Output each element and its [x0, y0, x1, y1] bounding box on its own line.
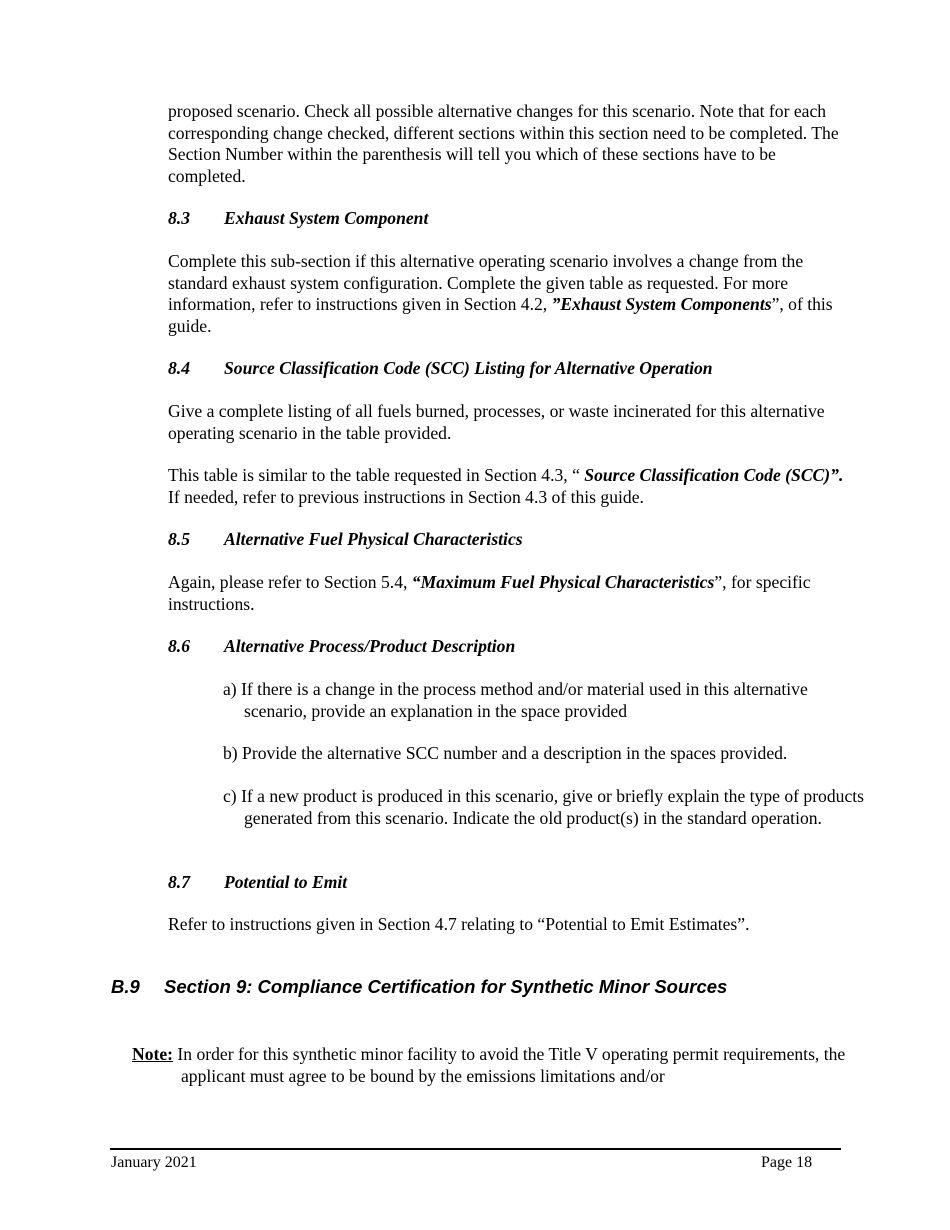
section-8-7-number: 8.7 — [168, 872, 190, 892]
section-8-3-title: Exhaust System Component — [224, 208, 429, 228]
section-8-6-item-c: c) If a new product is produced in this scenario, give or briefly explain the type of products generated from this scenario. Indicate the old product(s) in the standard operation. — [223, 786, 864, 828]
section-8-4-body-2-text: This table is similar to the table requested in Section 4.3, “ — [168, 465, 585, 485]
section-8-5-title: Alternative Fuel Physical Characteristics — [224, 529, 523, 549]
note-label: Note: — [132, 1044, 174, 1064]
section-8-4-body-2-end: If needed, refer to previous instructions in Section 4.3 of this guide. — [168, 486, 644, 507]
section-8-6-item-b: b) Provide the alternative SCC number and a description in the spaces provided. — [223, 743, 788, 763]
section-8-4-body-1: Give a complete listing of all fuels burned, processes, or waste incinerated for this alternative operating scenario in the table provided. — [168, 401, 825, 443]
section-b9-title: Section 9: Compliance Certification for Synthetic Minor Sources — [164, 976, 728, 997]
section-8-7-title: Potential to Emit — [224, 872, 348, 892]
section-8-6-number: 8.6 — [168, 636, 190, 656]
intro-paragraph: proposed scenario. Check all possible alternative changes for this scenario. Note that for each corresponding change checked, different sections within this section need to be completed. The Section Number within the parenthesis will tell you which of these sections have to be completed. — [168, 101, 839, 186]
note-paragraph — [132, 1044, 901, 1087]
footer-page-number: Page 18 — [761, 1154, 813, 1171]
section-8-3-number: 8.3 — [168, 208, 190, 228]
section-8-3-reference: ”Exhaust System Components — [551, 294, 772, 314]
section-8-5-heading — [168, 529, 523, 551]
section-b9-number: B.9 — [111, 976, 140, 997]
section-8-3-heading — [168, 208, 428, 230]
section-8-7-body: Refer to instructions given in Section 4.7 relating to “Potential to Emit Estimates”. — [168, 914, 750, 934]
section-8-5-body-end: ”, for specific instructions. — [168, 572, 811, 614]
section-8-6-title: Alternative Process/Product Description — [224, 636, 516, 656]
footer-date: January 2021 — [111, 1154, 197, 1171]
section-8-4-title: Source Classification Code (SCC) Listing for Alternative Operation — [224, 358, 713, 378]
section-8-4-heading — [168, 358, 713, 380]
section-8-5-number: 8.5 — [168, 529, 190, 549]
section-8-5-body-text: Again, please refer to Section 5.4, — [168, 572, 412, 592]
section-8-3-body-text: Complete this sub-section if this alternative operating scenario involves a change from the standard exhaust system configuration. Complete the given table as requested. For more information, refer to instructions given in Section 4.2, — [168, 251, 804, 314]
section-8-4-body-2 — [168, 465, 848, 508]
section-8-5-reference: “Maximum Fuel Physical Characteristics — [411, 572, 715, 592]
section-8-3-body-end: ”, of this guide. — [168, 294, 833, 336]
section-8-7-heading — [168, 872, 347, 894]
section-8-4-reference: Source Classification Code (SCC)”. — [584, 465, 844, 485]
section-b9-heading — [111, 975, 727, 999]
section-8-6-item-a: a) If there is a change in the process method and/or material used in this alternative scenario, provide an explanation in the space provided — [223, 679, 808, 721]
section-8-3-body — [168, 251, 848, 337]
section-8-5-body — [168, 572, 848, 615]
footer-divider — [110, 1148, 841, 1150]
section-8-4-number: 8.4 — [168, 358, 190, 378]
section-8-6-heading — [168, 636, 515, 658]
note-text: In order for this synthetic minor facility to avoid the Title V operating permit requirements, the applicant must agree to be bound by the emissions limitations and/or — [173, 1044, 846, 1086]
